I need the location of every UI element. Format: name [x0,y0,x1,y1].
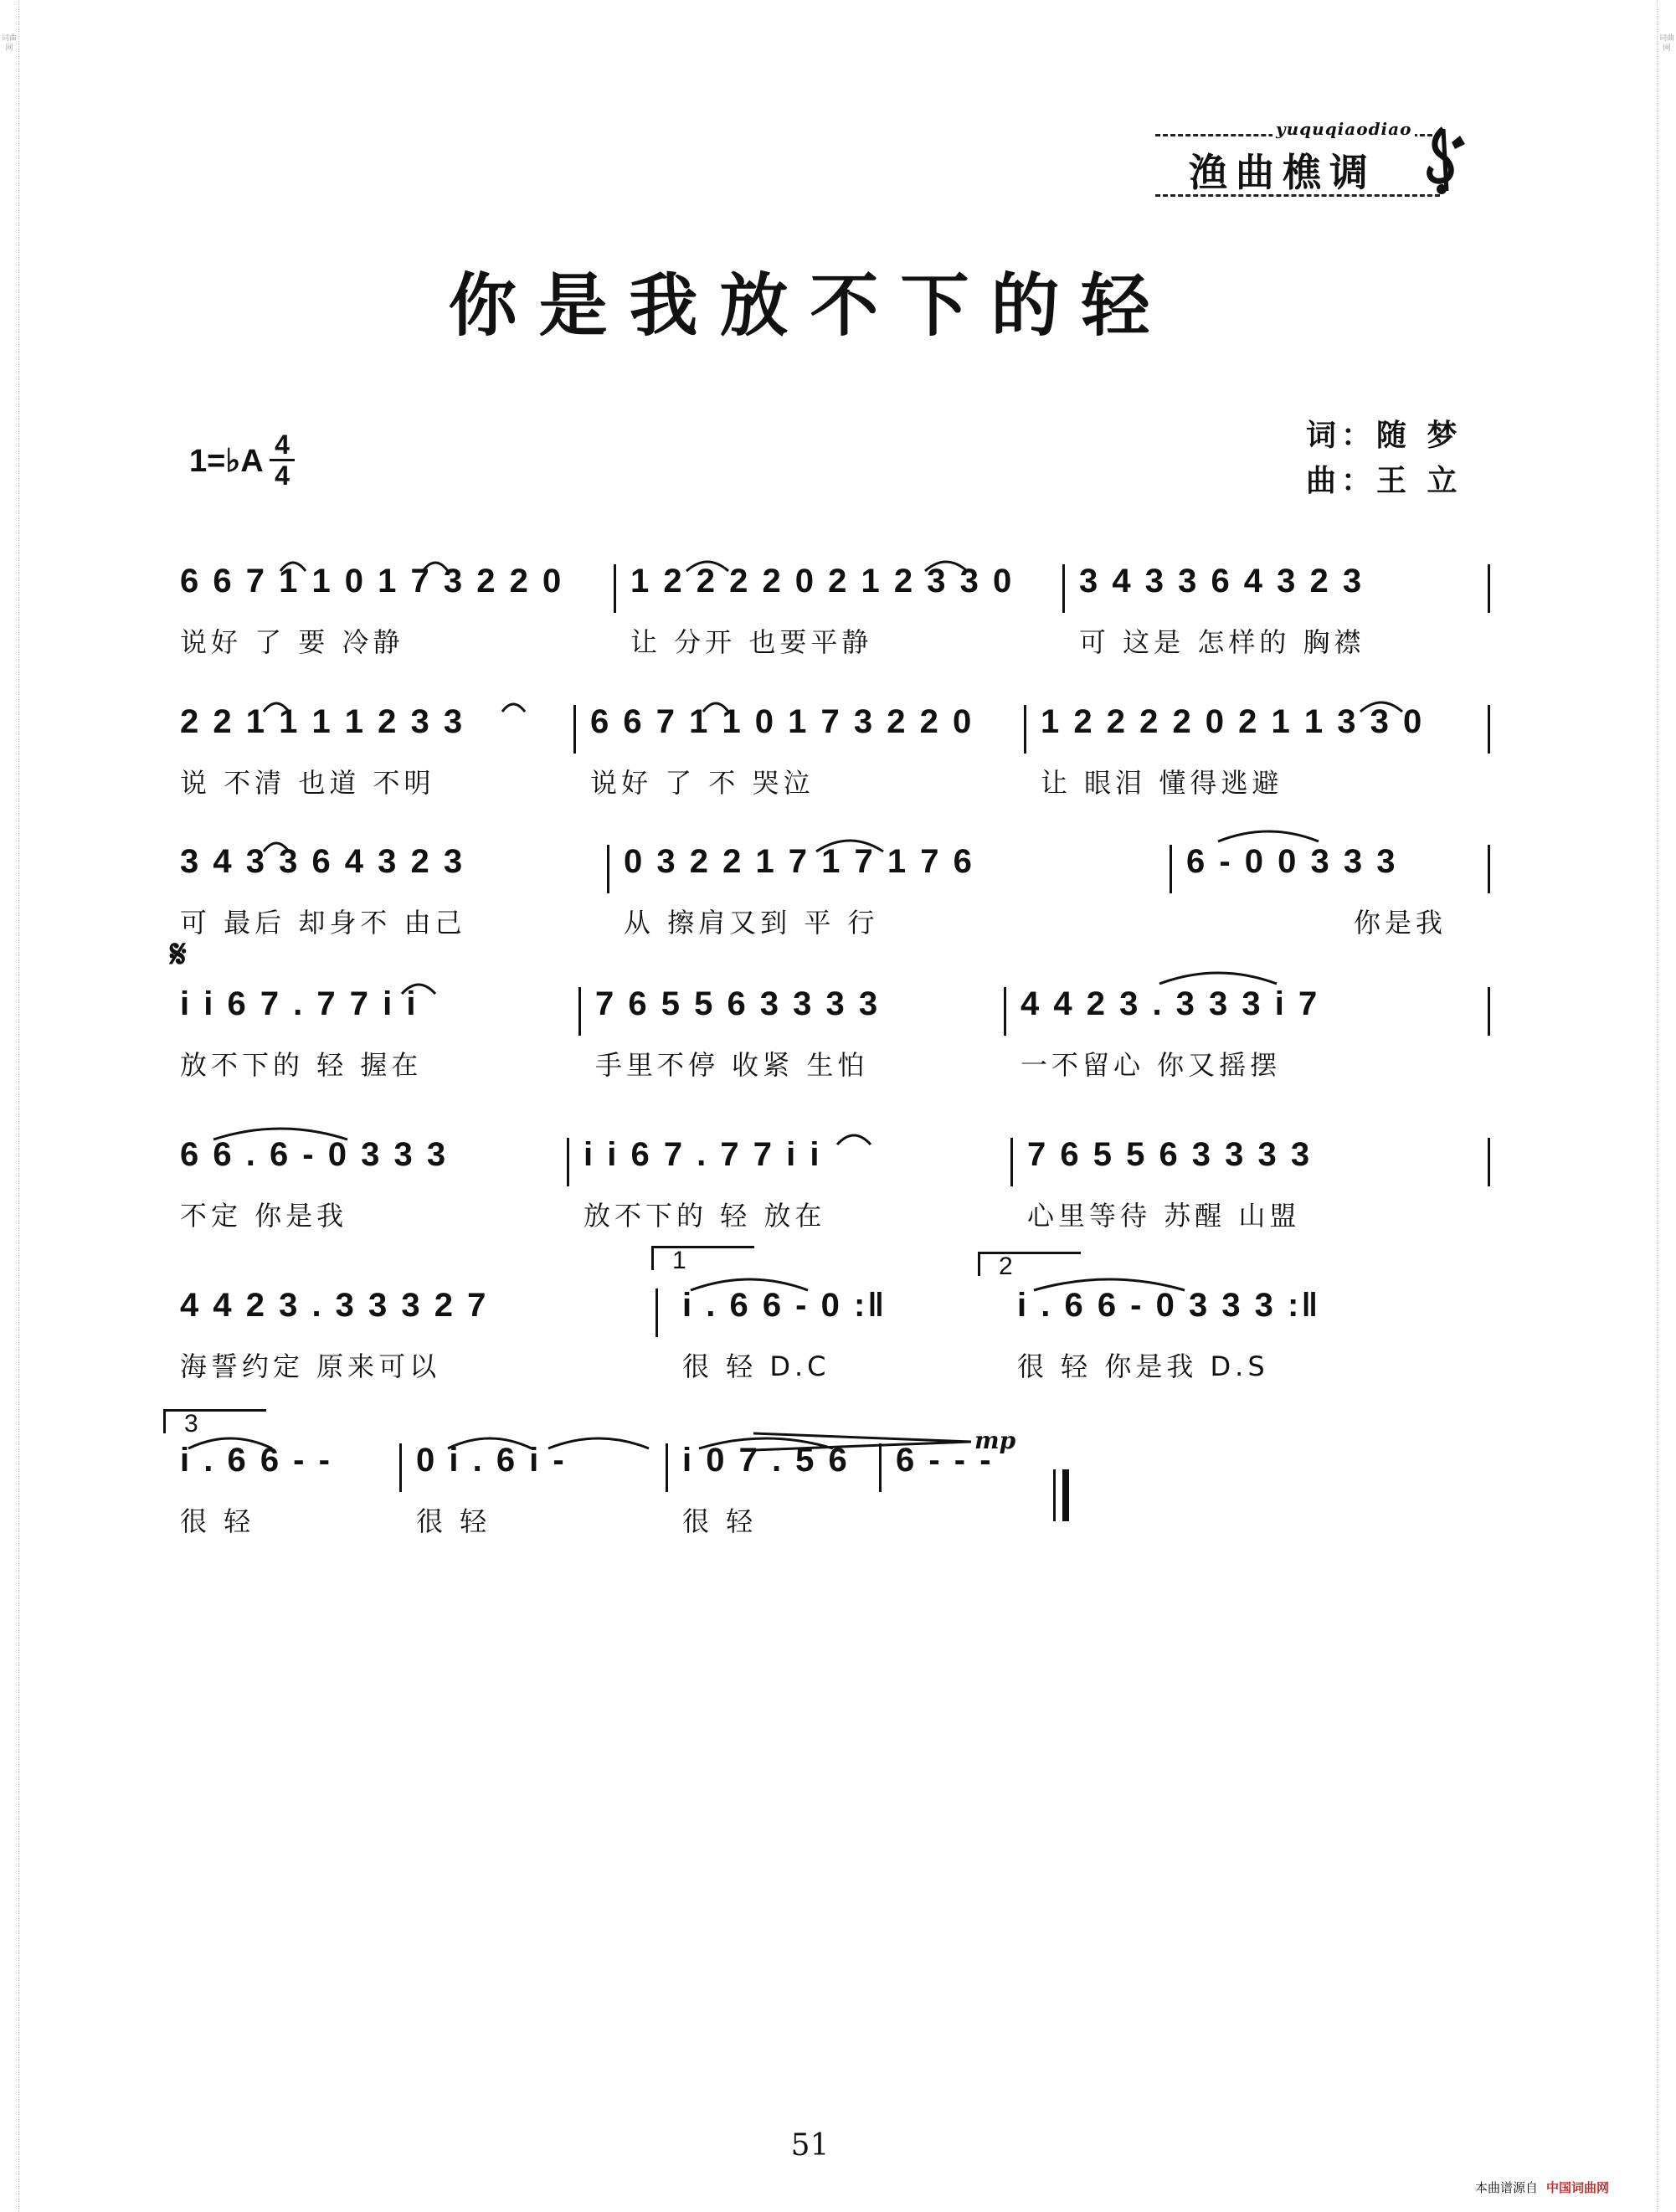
measure-notes: 6 - 0 0 3 3 3 [1186,843,1398,880]
score-system [180,676,1494,802]
measure-lyrics: 很 轻 你是我 D.S [1017,1350,1269,1382]
measure-notes: i 0 7 . 5 6 [682,1442,850,1479]
barline [607,845,609,893]
measure-lyrics: 不定 你是我 [180,1200,348,1232]
barline [666,1443,668,1492]
measure-lyrics: 心里等待 苏醒 山盟 [1027,1200,1301,1232]
right-watermark-strip [1657,0,1676,2212]
measure-lyrics: 很 轻 [180,1505,255,1537]
source-note [1475,2179,1609,2196]
lyricist-credit: 词：随 梦 [1306,419,1463,453]
measure-notes: i i 6 7 . 7 7 i i [584,1136,822,1173]
measure-lyrics: 很 轻 [416,1505,491,1537]
measure-lyrics: 放不下的 轻 握在 [180,1049,423,1081]
barline [1062,564,1065,613]
credits [1306,414,1463,504]
measure-lyrics: 海誓约定 原来可以 [180,1350,441,1382]
measure-notes: 1 2 2 2 2 0 2 1 1 3 3 0 [1041,703,1425,740]
measure-notes: 7 6 5 5 6 3 3 3 3 [1027,1136,1313,1173]
score-system [180,1260,1494,1386]
measure-notes: 2 2 1 1 1 1 2 3 3 [180,703,465,740]
barline [1488,845,1490,893]
site-name-link[interactable]: 中国词曲网 [1546,2180,1610,2195]
measure-notes: 4 4 2 3 . 3 3 3 2 7 [180,1287,489,1324]
watermark-text: 词曲网 [1,34,17,53]
measure-lyrics: 放不下的 轻 放在 [584,1200,826,1232]
brand-roman-text: yuquqiaodiao [1272,119,1415,139]
dynamic-marking: mp [974,1427,1016,1454]
brand-logo [1155,117,1473,201]
barline [614,564,616,613]
measure-lyrics: 很 轻 D.C [682,1350,830,1382]
source-label: 本曲谱源自 [1475,2180,1539,2195]
page-number: 51 [790,2128,830,2163]
measure-notes: 3 4 3 3 6 4 3 2 3 [180,843,465,880]
measure-lyrics: 可 这是 怎样的 胸襟 [1079,626,1365,658]
barline [1170,845,1172,893]
barline [578,987,581,1036]
measure-notes: 1 2 2 2 2 0 2 1 2 3 3 0 [630,563,1015,599]
volta-number: 3 [184,1410,198,1438]
measure-lyrics: 从 擦肩又到 平 行 [624,907,879,939]
measure-notes: 0 i . 6 i - [416,1442,567,1479]
barline [1488,705,1490,754]
measure-lyrics: 让 分开 也要平静 [630,626,873,658]
measure-notes: 4 4 2 3 . 3 3 3 i 7 [1021,985,1320,1022]
measure-lyrics: 一不留心 你又摇摆 [1021,1049,1282,1081]
watermark-text: 词曲网 [1658,34,1674,53]
barline [1024,705,1026,754]
barline [1488,564,1490,613]
measure-notes: 0 3 2 2 1 7 1 7 1 7 6 [624,843,974,880]
score-system [180,959,1494,1084]
measure-lyrics: 说好 了 要 冷静 [180,626,404,658]
measure-lyrics: 说 不清 也道 不明 [180,767,435,799]
measure-notes: 6 - - - [896,1442,994,1479]
measure-notes: 7 6 5 5 6 3 3 3 3 [595,985,881,1022]
barline [1010,1138,1013,1186]
volta-number: 1 [672,1247,686,1274]
measure-lyrics: 让 眼泪 懂得逃避 [1041,767,1283,799]
score-system [180,816,1494,942]
measure-notes: 6 6 7 1 1 0 1 7 3 2 2 0 [180,563,564,599]
barline [1488,987,1490,1036]
barline [567,1138,569,1186]
measure-notes: i . 6 6 - - [180,1442,332,1479]
time-signature-top: 4 [270,430,295,461]
measure-notes: 6 6 . 6 - 0 3 3 3 [180,1136,449,1173]
key-signature: 1=♭A [189,444,264,479]
measure-lyrics: 可 最后 却身不 由己 [180,907,466,939]
segno-sign: 𝄋 [170,931,187,976]
volta-number: 2 [999,1253,1013,1280]
measure-lyrics: 你是我 [1354,907,1447,939]
barline [1004,987,1006,1036]
measure-notes: i . 6 6 - 0 3 3 3 :‖ [1017,1287,1321,1324]
time-signature-bottom: 4 [275,460,290,491]
measure-notes: i . 6 6 - 0 :‖ [682,1287,887,1324]
barline [399,1443,402,1492]
song-title: 你是我放不下的轻 [448,265,1172,346]
measure-lyrics: 手里不停 收紧 生怕 [595,1049,869,1081]
final-barline [1053,1469,1066,1521]
barline [1488,1138,1490,1186]
measure-notes: 6 6 7 1 1 0 1 7 3 2 2 0 [590,703,974,740]
measure-notes: i i 6 7 . 7 7 i i [180,985,419,1022]
score-system [180,1415,1494,1541]
measure-lyrics: 说好 了 不 哭泣 [590,767,815,799]
barline [879,1443,882,1492]
barline [655,1289,658,1337]
barline [573,705,576,754]
score-system [180,536,1494,661]
treble-clef-icon [1418,124,1470,194]
measure-notes: 3 4 3 3 6 4 3 2 3 [1079,563,1365,599]
composer-credit: 曲：王 立 [1306,464,1463,498]
score-system [180,1109,1494,1235]
time-signature [270,430,295,490]
measure-lyrics: 很 轻 [682,1505,758,1537]
brand-chinese-text: 渔曲樵调 [1189,150,1376,195]
brand-dashed-rule [1155,194,1440,197]
